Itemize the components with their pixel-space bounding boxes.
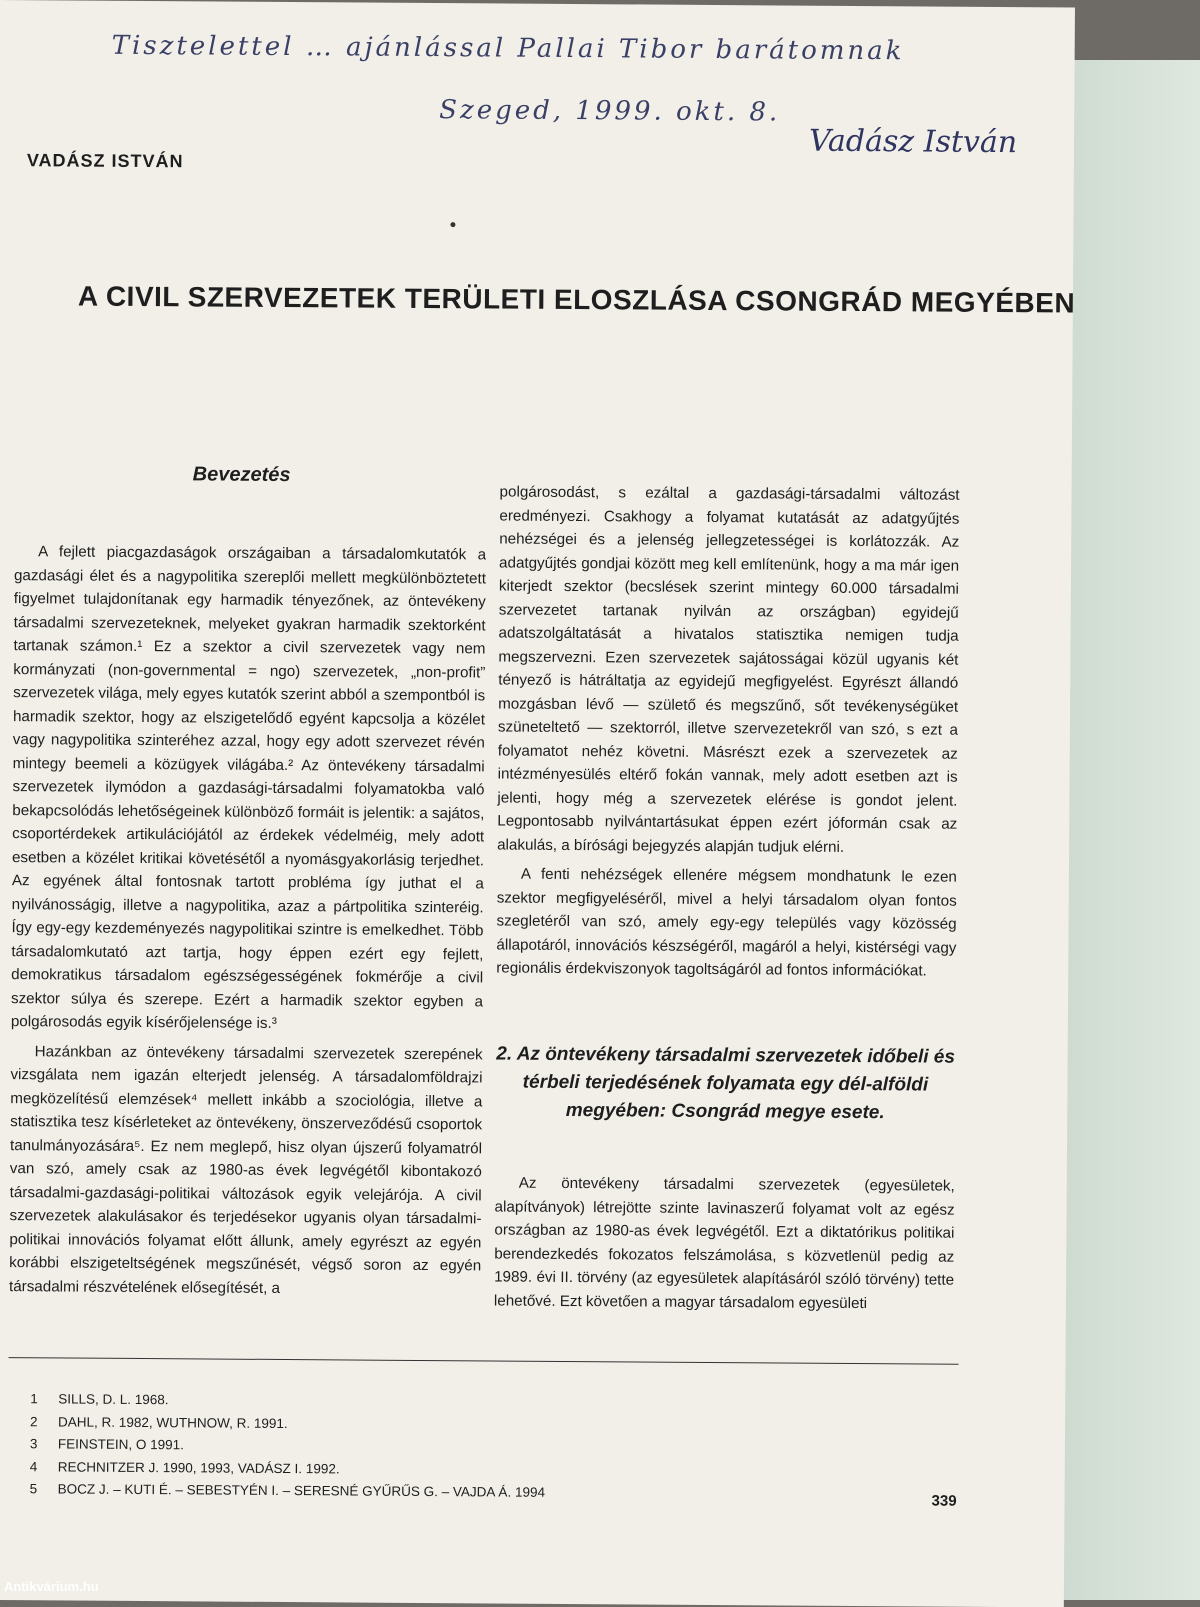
left-paragraph-2: Hazánkban az öntevékeny társadalmi szervezetek szerepének vizsgálata nem igazán elterjedt jelenség. A társadalomföldrajzi megközelítésű elemzések⁴ mellett inkább a szociológia, illetve a statisztika tesz kísérleteket az öntevékeny, önszerveződésű csoportok tanulmányozására⁵. Ez nem meglepő, hisz olyan újszerű folyamatról van szó, amely csak az 1980-as évek legvégétől kibontakozó társadalmi-gazdasági-politikai változások egyik velejárója. A civil szervezetek alakulásakor és terjedésekor ugyanis olyan társadalmi-politikai innovációs folyamat előtt állunk, amely egyrészt az egyén korábbi elszigeteltségének megszűnését, végső soron az egyén társadalmi részvételének elősegítését, a: [8, 1042, 483, 1297]
section-2-paragraph: Az öntevékeny társadalmi szervezetek (egyesületek, alapítványok) létrejötte szinte lavinaszerű folyamat volt az egész országban az 1980-as évek legvégétől. Ezt a diktatórikus politikai berendezkedés fokozatos felszámolása, s közvetlenül pedig az 1989. évi II. törvény (az egyesületek alapításáról szóló törvény) tette lehetővé. Ezt követően a magyar társadalom egyesületi: [493, 1174, 955, 1312]
right-column: [496, 480, 960, 989]
section-2-text-column: [494, 1171, 955, 1321]
footnote-3: 3 FEINSTEIN, O 1991.: [29, 1436, 185, 1453]
footnote-divider: [9, 1357, 959, 1365]
page-number: 339: [931, 1492, 957, 1510]
handwritten-signature: Vadász István: [808, 123, 1018, 161]
left-column: [9, 540, 486, 1307]
footnote-2: 2 DAHL, R. 1982, WUTHNOW, R. 1991.: [30, 1413, 288, 1431]
author-name: VADÁSZ ISTVÁN: [26, 150, 184, 172]
handwritten-dedication-line-2: Szeged, 1999. okt. 8.: [439, 95, 781, 128]
right-paragraph-1: polgárosodást, s ezáltal a gazdasági-társadalmi változást eredményezi. Csakhogy a folyamat kutatását az adatgyűjtés nehézségei és a jelenség jellegzetességei is korlátozzák. Az adatgyűjtés gondjai között meg kell említenünk, hogy a ma már igen kiterjedt szektor (becslések szerint mintegy 60.000 társadalmi szervezetet tartanak nyilván az országban) egyidejű adatszolgáltatását a hivatalos statisztika nemigen tudja megszervezni. Ezen szervezetek sajátosságai közül ugyanis két tényező is hátráltatja az egyidejű megfigyelést. Egyrészt állandó mozgásban lévő — születő és megszűnő, sőt tevékenységüket szüneteltető — szektorról, illetve szervezetekről van szó, s ezt a folyamatot nehéz követni. Másrészt ezek a szervezetek az intézményesülés eltérő fokán vannak, mely adott esetben azt is jelenti, hogy még a szervezetek elérése is gondot jelent. Legpontosabb nyilvántartásukat éppen ezért jóformán csak az alakulás, a bírósági bejegyzés alapján tudjuk elérni.: [497, 483, 960, 856]
ink-dot: [450, 222, 455, 227]
section-2-heading: 2. Az öntevékeny társadalmi szervezetek időbeli és térbeli terjedésének folyamata egy dél-alföldi megyében: Csongrád megye esete.: [496, 1043, 956, 1124]
left-paragraph-1: A fejlett piacgazdaságok országaiban a társadalomkutatók a gazdasági élet és a nagypolitika szereplői mellett megkülönböztetett figyelmet tulajdonítanak egy harmadik tényezőnek, az öntevékeny társadalmi szervezeteknek, melyeket gyakran harmadik szektorként tartanak számon.¹ Ez a szektor a civil szervezetek vagy nem kormányzati (non-governmental = ngo) szervezetek, „non-profit” szervezetek világa, mely egyes kutatók szerint abból a szempontból is harmadik szektor, hogy az elszigetelődő egyént kapcsolja a közélet vagy nagypolitika szinteréhez azzal, hogy egy adott szervezet révén mintegy beemeli a közügyek világába.² Az öntevékeny társadalmi szervezetek ilymódon a gazdasági-társadalmi folyamatokba való bekapcsolódás lehetőségeinek különböző formáit is jelentik: a sajátos, csoportérdekek artikulációjától az érdekek védelméig, mely adott esetben a közélet kritikai követésétől a nyomásgyakorlásig terjedhet. Az egyének által fontosnak tartott probléma így juthat el a nyilvánosságig, illetve a nagypolitika, azaz a pártpolitika szinteréig. Így egy-egy kezdeményezés nagypolitikai szintre is emelkedhet. Több társadalomkutató azt tartja, hogy éppen ezért egy fejlett, demokratikus társadalom egészségességének fokmérője a civil szektor súlya és szerepe. Ezért a harmadik szektor egyben a polgárosodás egyik kísérőjelensége is.³: [10, 543, 487, 1032]
intro-heading: Bevezetés: [192, 463, 291, 487]
article-title: A CIVIL SZERVEZETEK TERÜLETI ELOSZLÁSA CSONGRÁD MEGYÉBEN: [77, 280, 1076, 319]
handwritten-dedication-line-1: Tisztelettel … ajánlással Pallai Tibor barátomnak: [111, 30, 905, 67]
right-paragraph-2: A fenti nehézségek ellenére mégsem mondhatunk le ezen szektor megfigyeléséről, mivel a helyi társadalom olyan fontos szegletéről van szó, amely egy-egy település vagy közösség állapotáról, innovációs készségéről, magáról a helyi, kistérségi vagy regionális érdekviszonyok tagoltságáról ad fontos információkat.: [496, 865, 957, 980]
watermark-logo: Antikvárium.hu: [4, 1579, 99, 1594]
footnote-1: 1 SILLS, D. L. 1968.: [30, 1391, 169, 1408]
footnote-4: 4 RECHNITZER J. 1990, 1993, VADÁSZ I. 1992.: [29, 1458, 340, 1476]
footnotes: [30, 1388, 546, 1504]
footnote-5: 5 BOCZ J. – KUTI É. – SEBESTYÉN I. – SERESNÉ GYŰRŰS G. – VAJDA Á. 1994: [29, 1481, 546, 1500]
